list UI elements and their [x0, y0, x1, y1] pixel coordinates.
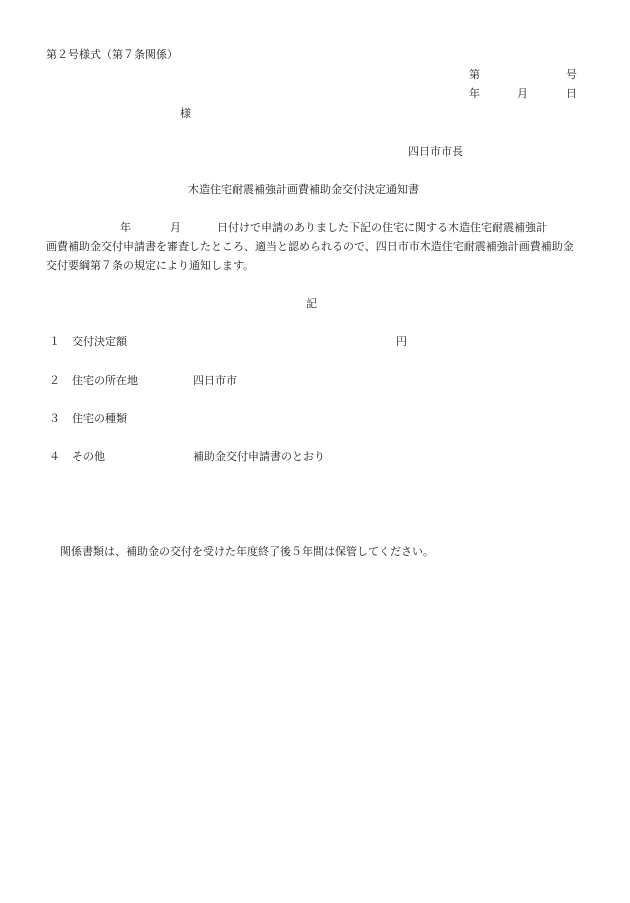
body-year-label: 年 — [120, 221, 131, 234]
ki-heading: 記 — [306, 297, 317, 310]
document-title: 木造住宅耐震補強計画費補助金交付決定通知書 — [188, 183, 419, 196]
date-day-label: 日 — [566, 87, 577, 100]
item-3-label: 住宅の種類 — [72, 412, 127, 425]
issuer: 四日市市長 — [408, 145, 463, 158]
item-2-label: 住宅の所在地 — [72, 374, 138, 387]
item-1-number: １ — [49, 335, 60, 348]
item-4-label: その他 — [72, 450, 105, 463]
date-year-label: 年 — [469, 87, 480, 100]
item-1-unit: 円 — [396, 335, 407, 348]
body-text-line1: 日付けで申請のありました下記の住宅に関する木造住宅耐震補強計 — [217, 221, 547, 234]
item-1-label: 交付決定額 — [72, 335, 127, 348]
date-month-label: 月 — [517, 87, 528, 100]
body-month-label: 月 — [170, 221, 181, 234]
item-4-value: 補助金交付申請書のとおり — [193, 450, 325, 463]
item-3-number: ３ — [49, 412, 60, 425]
retention-note: 関係書類は、補助金の交付を受けた年度終了後５年間は保管してください。 — [60, 545, 434, 558]
document-number-prefix: 第 — [469, 68, 480, 81]
item-2-number: ２ — [49, 374, 60, 387]
item-4-number: ４ — [49, 450, 60, 463]
body-text-rest: 画費補助金交付申請書を審査したところ、適当と認められるので、四日市市木造住宅耐震補強計画費補助金交付要綱第７条の規定により通知します。 — [46, 240, 574, 272]
form-label: 第２号様式（第７条関係） — [46, 48, 178, 61]
addressee-suffix: 様 — [180, 107, 191, 120]
document-number-suffix: 号 — [566, 68, 577, 81]
item-2-value: 四日市市 — [193, 374, 237, 387]
